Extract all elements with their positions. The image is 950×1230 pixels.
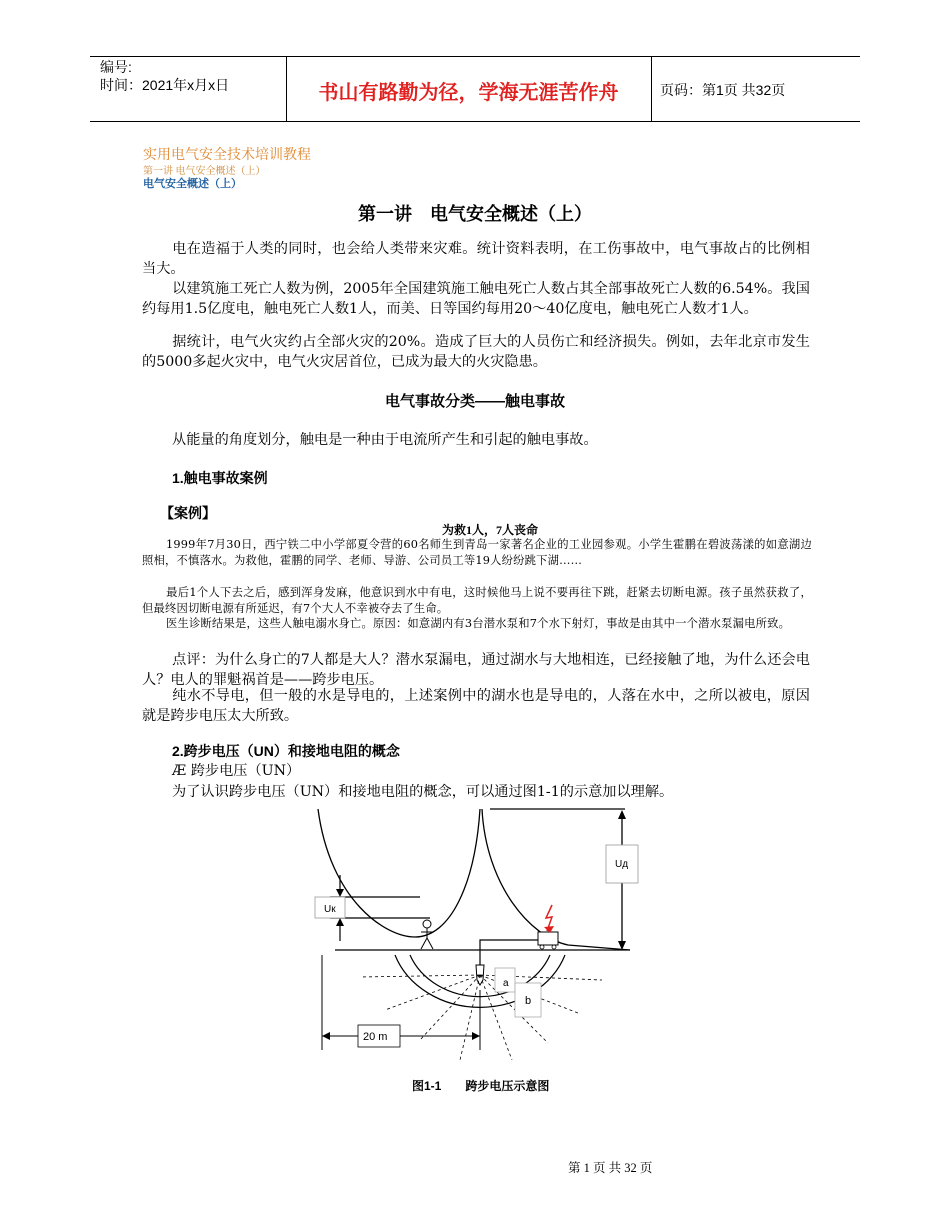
header-meta	[100, 58, 285, 94]
step-voltage-diagram	[300, 805, 660, 1070]
case-title: 为救1人，7人丧命	[441, 523, 538, 537]
intro-paragraph-3: 据统计，电气火灾约占全部火灾的20%。造成了巨大的人员伤亡和经济损失。例如，去年北京市发生的5000多起火灾中，电气火灾居首位，已成为最大的火灾隐患。	[142, 334, 810, 370]
serial-label: 编号:	[100, 59, 132, 75]
case-paragraph-3: 医生诊断结果是，这些人触电溺水身亡。原因：如意湖内有3台潜水泵和7个水下射灯，事故是由其中一个潜水泵漏电所致。	[166, 617, 791, 630]
label-uk: Uк	[324, 904, 336, 915]
figure-intro-paragraph: 为了认识跨步电压（UN）和接地电阻的概念，可以通过图1-1的示意加以理解。	[172, 784, 674, 800]
lecture-subtitle: 第一讲 电气安全概述（上）	[143, 166, 266, 177]
case-paragraph-2: 最后1个人下去之后，感到浑身发麻，他意识到水中有电，这时候他马上说不要再往下跳，赶紧去切断电源。孩子虽然获救了，但最终因切断电源有所延迟，有7个大人不幸被夺去了生命。	[142, 586, 812, 615]
equipment-box	[538, 932, 558, 945]
comment-paragraph-1: 点评：为什么身亡的7人都是大人？潜水泵漏电，通过湖水与大地相连，已经接触了地，为什么还会电人？电人的罪魁祸首是——跨步电压。	[142, 652, 810, 688]
label-ud: Uд	[615, 859, 629, 870]
label-distance: 20 m	[363, 1031, 388, 1043]
subheading-case: 1.触电事故案例	[172, 470, 268, 486]
bullet-step-voltage: Æ 跨步电压（UN）	[172, 763, 301, 779]
label-b: b	[525, 995, 532, 1007]
comment-paragraph-2: 纯水不导电，但一般的水是导电的，上述案例中的湖水也是导电的，人落在水中，之所以被电，原因就是跨步电压太大所致。	[142, 688, 810, 724]
intro-paragraph-2: 以建筑施工死亡人数为例，2005年全国建筑施工触电死亡人数占其全部事故死亡人数的6.54%。我国约每用1.5亿度电，触电死亡人数1人，而美、日等国约每用20～40亿度电，触电死亡人数才1人。	[142, 281, 810, 317]
page-footer: 第 1 页 共 32 页	[568, 1161, 653, 1175]
section-heading: 电气事故分类——触电事故	[384, 393, 565, 410]
section-subtitle: 电气安全概述（上）	[143, 178, 242, 190]
ground-wire	[480, 940, 540, 967]
header-page-info: 页码：第1页 共32页	[660, 82, 786, 98]
subheading-step-voltage: 2.跨步电压（UN）和接地电阻的概念	[172, 743, 400, 759]
case-paragraph-1: 1999年7月30日，西宁铁二中小学部夏令营的60名师生到青岛一家著名企业的工业园参观。小学生霍鹏在碧波荡漾的如意湖边照相，不慎落水。为救他，霍鹏的同学、老师、导游、公司员工等19人纷纷跳下湖……	[142, 538, 812, 567]
case-label: 【案例】	[160, 505, 216, 521]
figure-caption: 图1-1 跨步电压示意图	[412, 1079, 550, 1093]
header-motto: 书山有路勤为径，学海无涯苦作舟	[318, 82, 619, 104]
course-title: 实用电气安全技术培训教程	[143, 148, 311, 163]
label-a: a	[503, 978, 509, 989]
time-label: 时间：2021年x月x日	[100, 77, 230, 93]
person-head	[423, 920, 431, 928]
energy-paragraph: 从能量的角度划分，触电是一种由于电流所产生和引起的触电事故。	[172, 432, 598, 448]
page-title: 第一讲 电气安全概述（上）	[358, 204, 592, 224]
intro-paragraph-1: 电在造福于人类的同时，也会给人类带来灾难。统计资料表明，在工伤事故中，电气事故占的比例相当大。	[142, 241, 810, 277]
